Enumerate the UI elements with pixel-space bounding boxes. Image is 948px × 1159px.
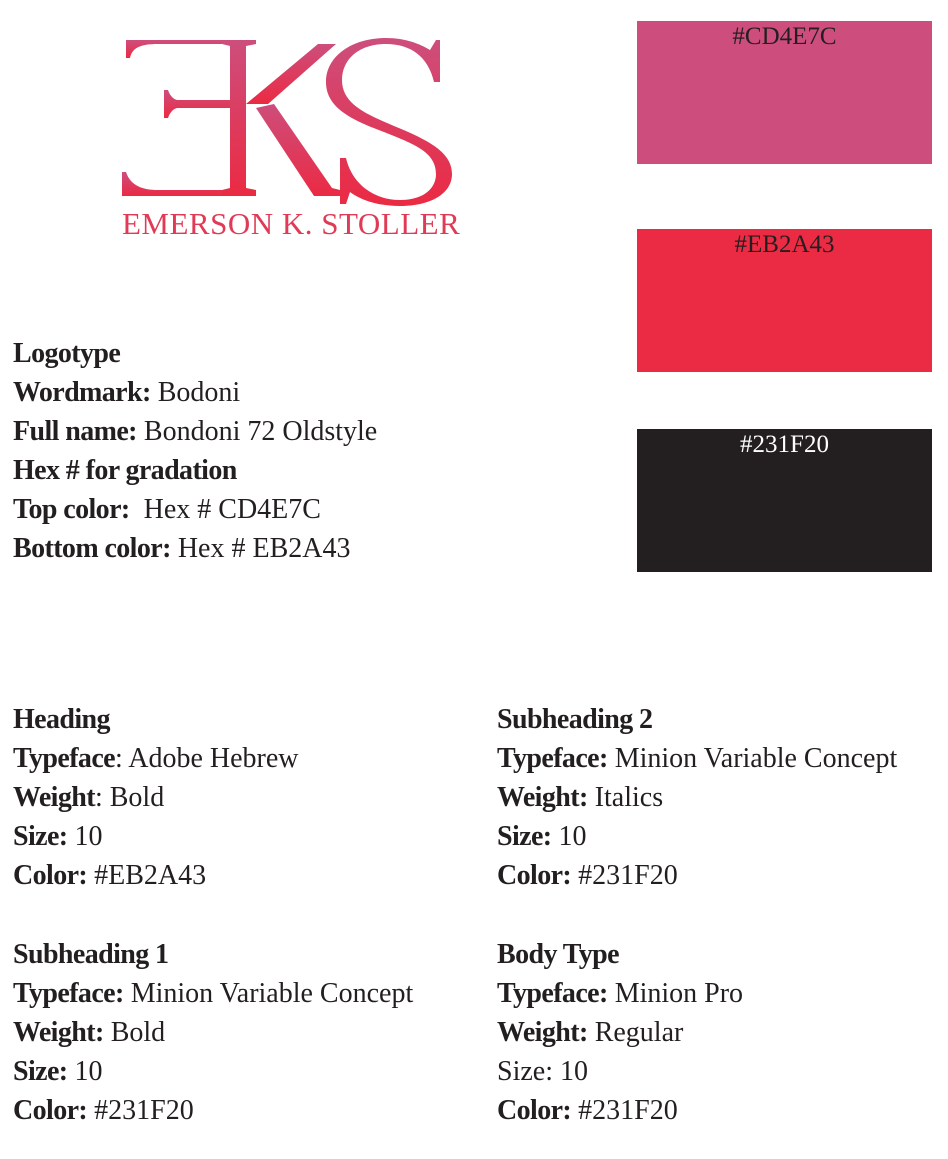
swatch-hex-label: #EB2A43 [734,231,835,258]
spec-label: Color: [497,860,572,891]
spec-label: Color: [13,1095,88,1126]
spec-label: Top color: [13,494,130,525]
spec-label: Bottom color: [13,533,171,564]
spec-value: #231F20 [87,1095,194,1126]
spec-value: Bondoni 72 Oldstyle [136,416,378,447]
spec-value: 10 [67,821,103,852]
spec-title: Hex # for gradation [13,455,237,486]
spec-label: Weight: [497,782,588,813]
color-swatch-red [637,229,932,372]
spec-label: Weight [13,782,95,813]
color-swatch-pink [637,21,932,164]
logotype-spec [13,334,377,568]
spec-title: Subheading 1 [13,939,169,970]
spec-value: #EB2A43 [87,860,207,891]
spec-value: Bold [103,1017,166,1048]
spec-label: Color: [497,1095,572,1126]
spec-value: : Bold [94,782,165,813]
logo-wordmark: EMERSON K. STOLLER [122,206,461,241]
swatch-hex-label: #231F20 [740,431,829,458]
spec-label: Size: [13,1056,68,1087]
spec-label: Typeface: [497,743,608,774]
spec-value: #231F20 [571,860,678,891]
spec-label: Weight: [13,1017,104,1048]
spec-value: 10 [551,821,587,852]
heading-spec [13,700,299,895]
bodytype-spec [497,935,743,1130]
spec-value: Italics [587,782,664,813]
spec-value: : Adobe Hebrew [114,743,299,774]
spec-value: Hex # CD4E7C [129,494,321,525]
spec-value: Hex # EB2A43 [170,533,351,564]
spec-title: Subheading 2 [497,704,653,735]
spec-label: Weight: [497,1017,588,1048]
subheading1-spec [13,935,413,1130]
spec-label: Typeface: [13,978,124,1009]
spec-title: Body Type [497,939,619,970]
spec-value: #231F20 [571,1095,678,1126]
subheading2-spec [497,700,897,895]
spec-value: 10 [67,1056,103,1087]
spec-label: Full name: [13,416,137,447]
color-swatch-black [637,429,932,572]
spec-title: Heading [13,704,110,735]
spec-value: Size: 10 [497,1056,588,1087]
swatch-hex-label: #CD4E7C [732,23,837,50]
spec-value: Regular [587,1017,684,1048]
spec-value: Bodoni [150,377,241,408]
spec-label: Size: [13,821,68,852]
spec-value: Minion Variable Concept [123,978,414,1009]
spec-title: Logotype [13,338,121,369]
spec-value: Minion Variable Concept [607,743,898,774]
spec-label: Typeface [13,743,115,774]
spec-value: Minion Pro [607,978,744,1009]
spec-label: Wordmark: [13,377,151,408]
spec-label: Color: [13,860,88,891]
spec-label: Size: [497,821,552,852]
spec-label: Typeface: [497,978,608,1009]
